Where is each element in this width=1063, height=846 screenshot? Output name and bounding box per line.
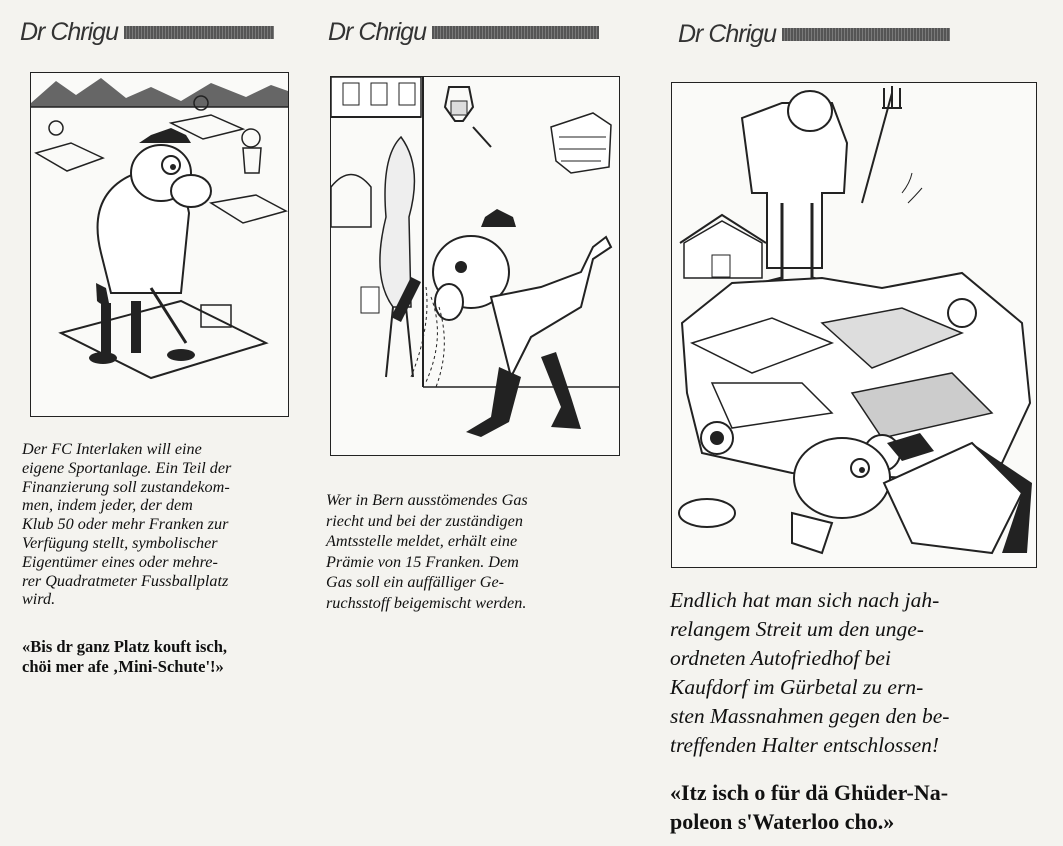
caption-gas bbox=[326, 490, 622, 613]
caption-car-cemetery bbox=[670, 586, 1040, 760]
cartoon-car-cemetery-illustration bbox=[672, 83, 1036, 567]
column-2-header bbox=[328, 18, 599, 47]
caption-line: relangem Streit um den unge- bbox=[670, 617, 924, 641]
column-3-header bbox=[678, 20, 950, 49]
caption-line: Der FC Interlaken will eine bbox=[22, 440, 202, 458]
caption-line: wird. bbox=[22, 590, 56, 609]
punchline-line: «Bis dr ganz Platz kouft isch, bbox=[22, 637, 228, 656]
caption-line: men, indem jeder, der dem bbox=[22, 496, 193, 515]
punchline-car-cemetery bbox=[670, 778, 1045, 836]
cartoon-gas-smell bbox=[330, 76, 620, 456]
author-signature: Dr Chrigu bbox=[20, 18, 118, 46]
caption-line: Gas soll ein auffälliger Ge- bbox=[326, 573, 505, 591]
caption-line: eigene Sportanlage. Ein Teil der bbox=[22, 458, 232, 477]
punchline-line: poleon s'Waterloo cho.» bbox=[670, 809, 895, 834]
caption-line: treffenden Halter entschlossen! bbox=[670, 733, 940, 757]
punchline-football bbox=[22, 637, 290, 677]
header-bar bbox=[782, 28, 950, 41]
cartoon-car-cemetery bbox=[671, 82, 1037, 568]
caption-line: rer Quadratmeter Fussballplatz bbox=[22, 571, 229, 590]
author-signature: Dr Chrigu bbox=[678, 20, 776, 48]
caption-line: Verfügung stellt, symbolischer bbox=[22, 533, 218, 552]
caption-line: riecht und bei der zuständigen bbox=[326, 511, 523, 530]
caption-line: sten Massnahmen gegen den be- bbox=[670, 704, 950, 728]
punchline-line: «Itz isch o für dä Ghüder-Na- bbox=[670, 780, 949, 805]
caption-line: ordneten Autofriedhof bei bbox=[670, 646, 891, 670]
punchline-line: chöi mer afe ‚Mini-Schute'!» bbox=[22, 657, 224, 676]
caption-line: ruchsstoff beigemischt werden. bbox=[326, 593, 527, 612]
cartoon-gas-illustration bbox=[331, 77, 619, 455]
column-1-header bbox=[20, 18, 274, 47]
caption-line: Eigentümer eines oder mehre- bbox=[22, 552, 218, 571]
header-bar bbox=[124, 26, 274, 39]
caption-football bbox=[22, 440, 288, 609]
cartoon-football-illustration bbox=[31, 73, 288, 416]
caption-line: Prämie von 15 Franken. Dem bbox=[326, 552, 519, 571]
caption-line: Klub 50 oder mehr Franken zur bbox=[22, 515, 229, 534]
cartoon-football-field bbox=[30, 72, 289, 417]
caption-line: Finanzierung soll zustandekom- bbox=[22, 477, 230, 496]
caption-line: Kaufdorf im Gürbetal zu ern- bbox=[670, 675, 924, 699]
caption-line: Wer in Bern ausstömendes Gas bbox=[326, 491, 528, 509]
caption-line: Amtsstelle meldet, erhält eine bbox=[326, 532, 518, 550]
header-bar bbox=[432, 26, 599, 39]
author-signature: Dr Chrigu bbox=[328, 18, 426, 46]
caption-line: Endlich hat man sich nach jah- bbox=[670, 588, 940, 612]
